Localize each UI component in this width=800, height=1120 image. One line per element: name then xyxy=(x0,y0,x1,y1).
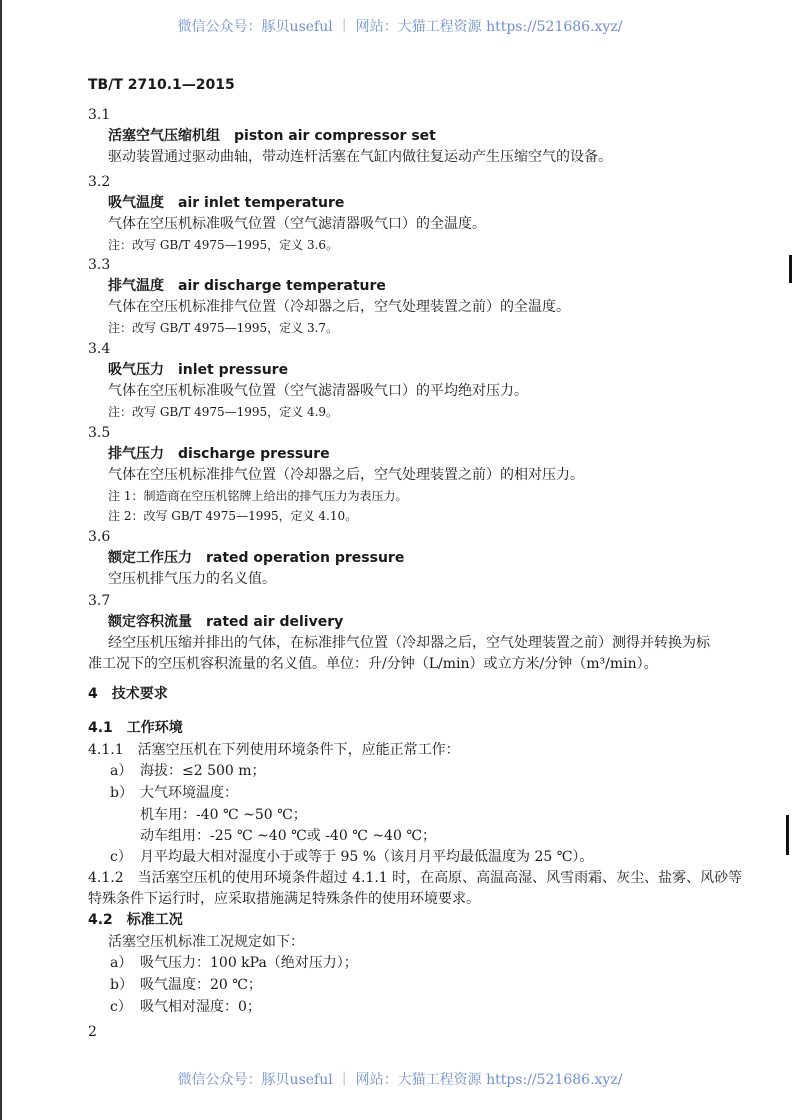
term-definition: 气体在空压机标准吸气位置（空气滤清器吸气口）的平均绝对压力。 xyxy=(108,383,528,399)
list-label: b） xyxy=(110,785,133,801)
section-number: 3.7 xyxy=(88,593,111,609)
term-definition: 气体在空压机标准排气位置（冷却器之后，空气处理装置之前）的相对压力。 xyxy=(108,467,584,483)
list-label: c） xyxy=(110,999,132,1015)
section-number: 3.5 xyxy=(88,425,111,441)
watermark-top: 微信公众号：豚贝useful ｜ 网站：大猫工程资源 https://521686.xyz/ xyxy=(177,19,623,35)
list-label: a） xyxy=(110,955,133,971)
chapter-title: 4 技术要求 xyxy=(88,686,168,702)
list-item: 吸气温度：20 ℃； xyxy=(140,977,262,993)
section-number: 3.3 xyxy=(88,257,111,273)
term-definition: 空压机排气压力的名义值。 xyxy=(108,571,276,587)
term-title: 额定容积流量 rated air delivery xyxy=(108,614,344,630)
list-label: a） xyxy=(110,763,133,779)
scan-mark xyxy=(786,815,789,855)
clause-4-1-2: 4.1.2 当活塞空压机的使用环境条件超过 4.1.1 时，在高原、高温高湿、风雪雨霜、灰尘、盐雾、风砂等 xyxy=(88,870,743,886)
watermark-bottom: 微信公众号：豚贝useful ｜ 网站：大猫工程资源 https://521686.xyz/ xyxy=(177,1072,623,1088)
list-item: 大气环境温度： xyxy=(140,785,238,801)
list-item: 吸气相对湿度：0； xyxy=(140,999,261,1015)
section-number: 3.1 xyxy=(88,107,111,123)
section-number: 3.6 xyxy=(88,529,111,545)
term-note: 注 2：改写 GB/T 4975—1995，定义 4.10。 xyxy=(108,509,358,523)
term-definition: 气体在空压机标准吸气位置（空气滤清器吸气口）的全温度。 xyxy=(108,216,486,232)
list-item: 机车用：-40 ℃ ~50 ℃； xyxy=(140,807,307,823)
term-title: 吸气温度 air inlet temperature xyxy=(108,195,345,211)
term-note: 注：改写 GB/T 4975—1995，定义 3.6。 xyxy=(108,238,339,252)
term-note: 注 1：制造商在空压机铭牌上给出的排气压力为表压力。 xyxy=(108,489,408,503)
clause-4-1-2-cont: 特殊条件下运行时，应采取措施满足特殊条件的使用环境要求。 xyxy=(88,891,480,907)
document-id: TB/T 2710.1—2015 xyxy=(88,77,235,93)
section-4-2-intro: 活塞空压机标准工况规定如下： xyxy=(108,934,304,950)
list-label: c） xyxy=(110,849,132,865)
list-item: 海拔：≤2 500 m； xyxy=(140,763,266,779)
scan-mark xyxy=(789,255,792,283)
term-note: 注：改写 GB/T 4975—1995，定义 4.9。 xyxy=(108,405,339,419)
page-edge xyxy=(0,0,2,1120)
term-title: 活塞空气压缩机组 piston air compressor set xyxy=(108,128,436,144)
clause-4-1-1: 4.1.1 活塞空压机在下列使用环境条件下，应能正常工作： xyxy=(88,742,460,758)
term-definition: 准工况下的空压机容积流量的名义值。单位：升/分钟（L/min）或立方米/分钟（m³/min）。 xyxy=(88,656,658,672)
list-label: b） xyxy=(110,977,133,993)
term-definition: 经空压机压缩并排出的气体，在标准排气位置（冷却器之后，空气处理装置之前）测得并转换为标 xyxy=(108,635,710,651)
term-title: 额定工作压力 rated operation pressure xyxy=(108,550,405,566)
section-4-2: 4.2 标准工况 xyxy=(88,912,183,928)
section-number: 3.4 xyxy=(88,341,111,357)
term-title: 排气压力 discharge pressure xyxy=(108,446,330,462)
term-title: 排气温度 air discharge temperature xyxy=(108,278,386,294)
term-title: 吸气压力 inlet pressure xyxy=(108,362,289,378)
section-number: 3.2 xyxy=(88,174,111,190)
list-item: 动车组用：-25 ℃ ~40 ℃或 -40 ℃ ~40 ℃； xyxy=(140,828,436,844)
term-definition: 气体在空压机标准排气位置（冷却器之后，空气处理装置之前）的全温度。 xyxy=(108,299,570,315)
list-item: 吸气压力：100 kPa（绝对压力）； xyxy=(140,955,358,971)
page-number: 2 xyxy=(88,1024,97,1040)
list-item: 月平均最大相对湿度小于或等于 95 %（该月月平均最低温度为 25 ℃）。 xyxy=(140,849,594,865)
term-note: 注：改写 GB/T 4975—1995，定义 3.7。 xyxy=(108,321,339,335)
section-4-1: 4.1 工作环境 xyxy=(88,720,183,736)
term-definition: 驱动装置通过驱动曲轴，带动连杆活塞在气缸内做往复运动产生压缩空气的设备。 xyxy=(108,149,612,165)
